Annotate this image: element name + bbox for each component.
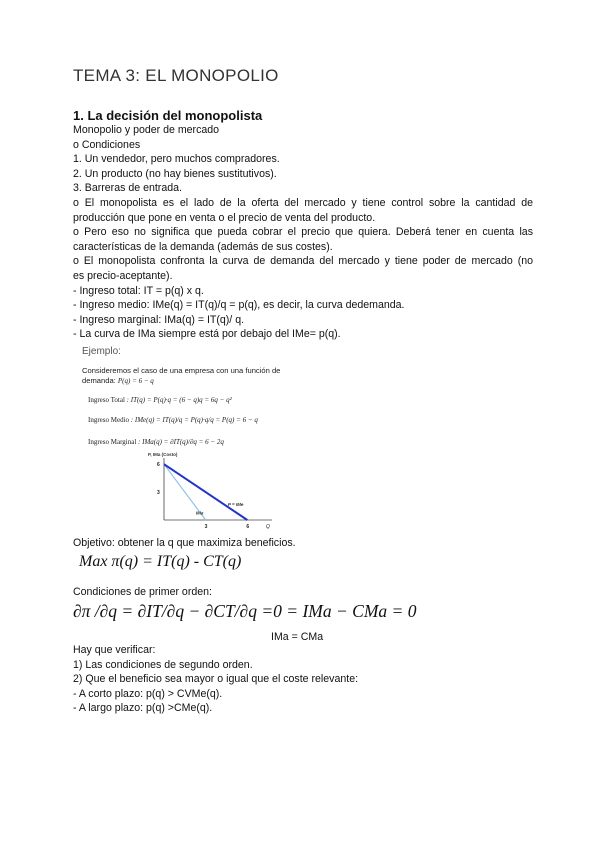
paragraph-line: producción que pone en venta o el precio de venta del producto. xyxy=(73,211,376,224)
text-line: Monopolio y poder de mercado xyxy=(73,124,220,136)
text-line: 2) Que el beneficio sea mayor o igual que el coste relevante: xyxy=(73,673,359,686)
cpo-formula: ∂π /∂q = ∂IT/∂q − ∂CT/∂q =0 = IMa − CMa = 0 xyxy=(73,601,417,621)
text-line: 2. Un producto (no hay bienes sustitutivos). xyxy=(73,167,277,180)
example-label: Ejemplo: xyxy=(82,346,121,357)
text-line: - La curva de IMa siempre está por debajo del IMe= p(q). xyxy=(73,328,341,341)
formula-label: Ingreso Marginal xyxy=(88,438,137,446)
paragraph-line: es precio-aceptante). xyxy=(73,269,173,282)
objective-text: Objetivo: obtener la q que maximiza beneficios. xyxy=(73,537,296,549)
max-formula: Max π(q) = IT(q) - CT(q) xyxy=(79,553,242,570)
formula-expression: : IT(q) = P(q)·q = (6 − q)q = 6q − q² xyxy=(126,396,232,404)
example-intro-2 xyxy=(82,376,154,385)
paragraph-line: o El monopolista es el lado de la oferta del mercado y tiene control sobre la cantidad de xyxy=(73,196,533,209)
demand-series-line xyxy=(164,464,247,520)
formula-total xyxy=(88,396,232,404)
text-line: - Ingreso total: IT = p(q) x q. xyxy=(73,284,204,297)
demand-formula: P(q) = 6 − q xyxy=(117,377,154,385)
text-line: 3. Barreras de entrada. xyxy=(73,182,182,195)
x-tick-label: 3 xyxy=(204,524,208,530)
text-line: - Ingreso marginal: IMa(q) = IT(q)/ q. xyxy=(73,313,245,326)
text-line: 1. Un vendedor, pero muchos compradores. xyxy=(73,153,280,166)
verify-block xyxy=(73,643,358,716)
text-line: Hay que verificar: xyxy=(73,644,156,656)
paragraph-line: o Pero eso no significa que pueda cobrar el precio que quiera. Deberá tener en cuenta las xyxy=(73,226,533,239)
x-tick-label: 6 xyxy=(246,524,250,530)
ima-series-label: IMa xyxy=(195,510,204,516)
revenue-chart xyxy=(140,448,280,538)
section-heading: 1. La decisión del monopolista xyxy=(73,108,263,123)
example-intro: Consideremos el caso de una empresa con una función de xyxy=(82,366,281,375)
formula-expression: : IMa(q) = ∂IT(q)/∂q = 6 − 2q xyxy=(138,438,224,446)
formula-medio xyxy=(88,416,258,424)
formula-label: Ingreso Total xyxy=(88,396,125,404)
formula-expression: : IMe(q) = IT(q)/q = P(q)·q/q = P(q) = 6 − q xyxy=(130,416,258,424)
demand-label: demanda: xyxy=(82,376,116,385)
formula-marginal xyxy=(88,438,224,446)
chart-ylabel: P, IMa (Costo) xyxy=(148,452,178,457)
text-line: - A corto plazo: p(q) > CVMe(q). xyxy=(73,687,223,700)
paragraph-line: o El monopolista confronta la curva de demanda del mercado y tiene poder de mercado (no xyxy=(73,255,533,268)
ima-cma-equation: IMa = CMa xyxy=(271,631,324,643)
formula-label: Ingreso Medio xyxy=(88,416,130,424)
cpo-label: Condiciones de primer orden: xyxy=(73,586,212,598)
y-tick-label: 3 xyxy=(157,490,160,497)
intro-block xyxy=(73,123,533,342)
paragraph-line: características de la demanda (además de sus costes). xyxy=(73,240,333,253)
y-tick-label: 6 xyxy=(157,462,160,469)
text-line: - Ingreso medio: IMe(q) = IT(q)/q = p(q), es decir, la curva dedemanda. xyxy=(73,299,405,312)
text-line: 1) Las condiciones de segundo orden. xyxy=(73,658,253,671)
text-line: o Condiciones xyxy=(73,138,141,151)
chart-xlabel: Q xyxy=(266,524,270,530)
demand-series-label: P = IMe xyxy=(227,502,244,508)
text-line: - A largo plazo: p(q) >CMe(q). xyxy=(73,702,213,715)
page-title: TEMA 3: EL MONOPOLIO xyxy=(73,66,279,85)
